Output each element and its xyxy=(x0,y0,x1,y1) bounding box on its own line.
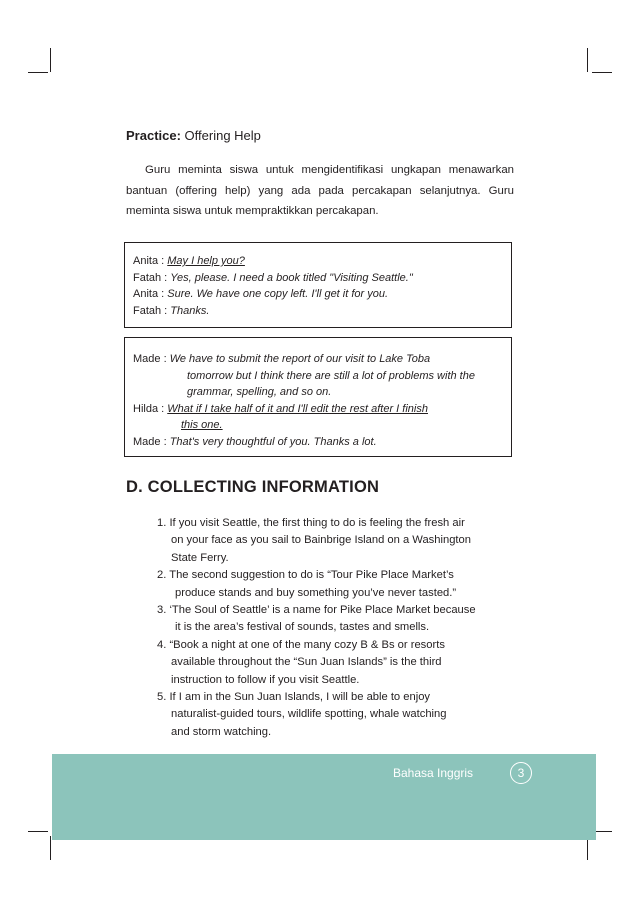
list-item: it is the area’s festival of sounds, tastes and smells. xyxy=(175,621,430,634)
speaker: Hilda : xyxy=(133,402,168,415)
dialog-line xyxy=(133,286,388,303)
list-item: 1. If you visit Seattle, the first thing to do is feeling the fresh air xyxy=(157,517,465,529)
information-list xyxy=(157,515,476,741)
crop-mark xyxy=(592,72,612,73)
list-item: 3. ‘The Soul of Seattle’ is a name for Pike Place Market because xyxy=(157,603,476,616)
list-item: produce stands and buy something you’ve never tasted.” xyxy=(175,586,457,599)
dialog-line xyxy=(133,303,209,320)
list-item: 4. “Book a night at one of the many cozy B & Bs or resorts xyxy=(157,638,445,651)
list-item: 2. The second suggestion to do is “Tour Pike Place Market’s xyxy=(157,569,454,582)
list-item: State Ferry. xyxy=(171,551,229,564)
list-item: naturalist-guided tours, wildlife spotting, whale watching xyxy=(171,708,447,721)
crop-mark xyxy=(28,831,48,832)
footer-book-title: Bahasa Inggris xyxy=(393,766,474,780)
utterance: We have to submit the report of our visit to Lake Toba xyxy=(169,353,431,365)
practice-label: Practice: xyxy=(126,128,181,143)
dialog-line xyxy=(133,270,413,287)
utterance: That's very thoughtful of you. Thanks a lot. xyxy=(169,435,377,448)
speaker: Fatah : xyxy=(133,304,171,317)
dialog-line: grammar, spelling, and so on. xyxy=(187,386,332,398)
utterance: Sure. We have one copy left. I'll get it for you. xyxy=(167,288,389,300)
crop-mark xyxy=(28,72,48,73)
dialog-line xyxy=(133,351,430,368)
dialog-line xyxy=(133,401,428,418)
list-item: available throughout the “Sun Juan Islands” is the third xyxy=(171,656,442,669)
dialog-line xyxy=(133,253,245,270)
list-item: and storm watching. xyxy=(171,725,272,738)
speaker: Made : xyxy=(133,353,170,365)
practice-topic: Offering Help xyxy=(184,128,261,143)
practice-title xyxy=(126,128,261,143)
page-number: 3 xyxy=(510,762,532,784)
offer-phrase: What if I take half of it and I'll edit the rest after I finish xyxy=(167,402,428,415)
dialog-box-2 xyxy=(124,337,512,457)
speaker: Made : xyxy=(133,435,170,448)
dialog-line xyxy=(133,434,377,451)
utterance: Yes, please. I need a book titled "Visiting Seattle." xyxy=(170,271,413,284)
instruction-paragraph: Guru meminta siswa untuk mengidentifikasi ungkapan menawarkan bantuan (offering help) yang ada pada percakapan selanjutnya. Guru meminta siswa untuk mempraktikkan percakapan. xyxy=(126,164,514,217)
crop-mark xyxy=(587,48,588,72)
utterance: Thanks. xyxy=(170,304,210,317)
dialog-line: tomorrow but I think there are still a lot of problems with the xyxy=(187,369,475,382)
dialog-box-1 xyxy=(124,242,512,328)
list-item: on your face as you sail to Bainbrige Island on a Washington xyxy=(171,534,471,547)
speaker: Anita : xyxy=(133,288,168,300)
speaker: Fatah : xyxy=(133,271,171,284)
speaker: Anita : xyxy=(133,255,168,267)
list-item: 5. If I am in the Sun Juan Islands, I will be able to enjoy xyxy=(157,690,431,703)
crop-mark xyxy=(50,836,51,860)
section-heading: D. COLLECTING INFORMATION xyxy=(126,478,380,496)
dialog-line: this one. xyxy=(181,419,223,431)
list-item: instruction to follow if you visit Seattle. xyxy=(171,673,360,686)
offer-phrase: May I help you? xyxy=(167,255,245,267)
crop-mark xyxy=(50,48,51,72)
